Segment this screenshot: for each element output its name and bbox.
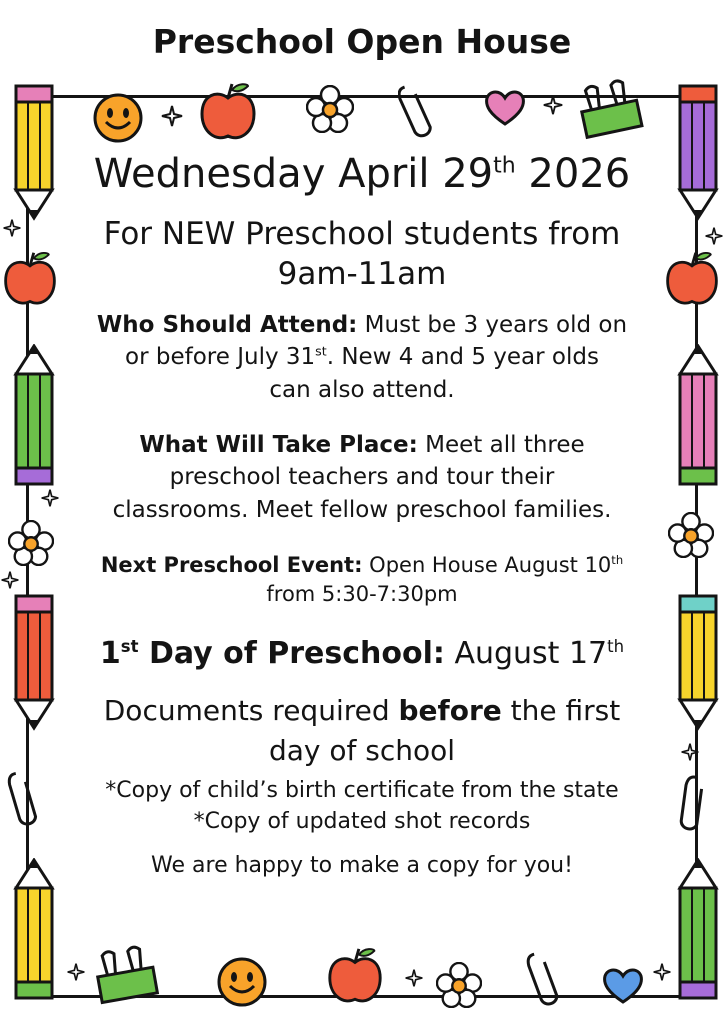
new-students-line: For NEW Preschool students from <box>103 216 621 252</box>
sparkle-icon <box>542 94 564 116</box>
event-date <box>60 150 664 198</box>
binder-clip-icon <box>92 944 160 1008</box>
documents-required <box>60 691 664 771</box>
pencil-icon <box>676 858 720 1002</box>
sparkle-icon <box>404 968 424 988</box>
sparkle-icon <box>0 570 20 590</box>
paperclip-icon <box>526 944 566 1010</box>
what-text: preschool teachers and tour their <box>169 464 555 491</box>
smiley-icon <box>216 956 268 1008</box>
first-day-date: August 17 <box>444 636 608 672</box>
pencil-icon <box>12 344 56 488</box>
first-day-heading: Day of Preschool: <box>138 636 445 672</box>
what-text: Meet all three <box>417 431 585 458</box>
who-heading: Who Should Attend: <box>96 311 358 338</box>
heart-icon <box>600 964 646 1006</box>
smiley-icon <box>92 92 144 144</box>
flyer-content <box>60 150 664 878</box>
who-should-attend <box>60 309 664 407</box>
date-text: Wednesday April 29 <box>93 151 494 197</box>
what-heading: What Will Take Place: <box>139 431 418 458</box>
binder-clip-icon <box>576 78 644 142</box>
sparkle-icon <box>40 488 60 508</box>
flower-icon <box>306 85 354 133</box>
paperclip-icon <box>676 770 716 836</box>
sparkle-icon <box>66 962 86 982</box>
flower-icon <box>8 520 54 566</box>
sparkle-icon <box>160 104 184 128</box>
paperclip-icon <box>398 76 438 142</box>
page-title: Preschool Open House <box>152 22 572 61</box>
what-text: classrooms. Meet fellow preschool families. <box>112 496 612 523</box>
apple-icon <box>662 246 722 312</box>
who-text: or before July 31 <box>125 344 316 371</box>
pencil-icon <box>12 858 56 1002</box>
pencil-icon <box>676 594 720 734</box>
apple-icon <box>324 942 386 1010</box>
documents-list <box>60 775 664 837</box>
documents-emphasis: before <box>398 694 502 728</box>
sparkle-icon <box>680 742 700 762</box>
document-item: *Copy of child’s birth certificate from the state <box>105 777 619 803</box>
next-event-ordinal: th <box>611 552 624 567</box>
flower-icon <box>668 512 714 558</box>
who-text: can also attend. <box>269 376 455 403</box>
sparkle-icon <box>704 226 724 246</box>
first-day-date-ordinal: th <box>607 637 625 657</box>
who-ordinal: st <box>315 343 327 359</box>
first-day-ordinal: st <box>120 637 139 657</box>
document-item: *Copy of updated shot records <box>193 808 531 834</box>
pencil-icon <box>12 594 56 734</box>
sparkle-icon <box>652 962 672 982</box>
pencil-icon <box>676 84 720 224</box>
time-range: 9am-11am <box>277 256 447 293</box>
documents-text: the first <box>501 694 621 728</box>
date-year: 2026 <box>515 151 631 197</box>
apple-icon <box>0 246 60 312</box>
pencil-icon <box>12 84 56 224</box>
who-text: Must be 3 years old on <box>357 311 628 338</box>
documents-text: day of school <box>268 733 456 767</box>
what-will-take-place <box>60 429 664 527</box>
pencil-icon <box>676 344 720 488</box>
next-event-time: from 5:30-7:30pm <box>266 582 458 607</box>
new-students-info <box>60 214 664 295</box>
date-ordinal: th <box>493 153 516 179</box>
first-day-of-preschool <box>60 636 664 671</box>
apple-icon <box>196 78 260 146</box>
closing-note: We are happy to make a copy for you! <box>151 853 573 879</box>
heart-icon <box>482 86 528 128</box>
documents-text: Documents required <box>103 694 399 728</box>
next-event-heading: Next Preschool Event: <box>100 552 363 577</box>
paperclip-icon <box>6 764 46 830</box>
who-text: . New 4 and 5 year olds <box>326 344 599 371</box>
next-event-text: Open House August 10 <box>362 552 612 577</box>
sparkle-icon <box>2 218 22 238</box>
first-day-number: 1 <box>99 636 121 672</box>
next-preschool-event <box>60 551 664 611</box>
flower-icon <box>436 962 482 1008</box>
